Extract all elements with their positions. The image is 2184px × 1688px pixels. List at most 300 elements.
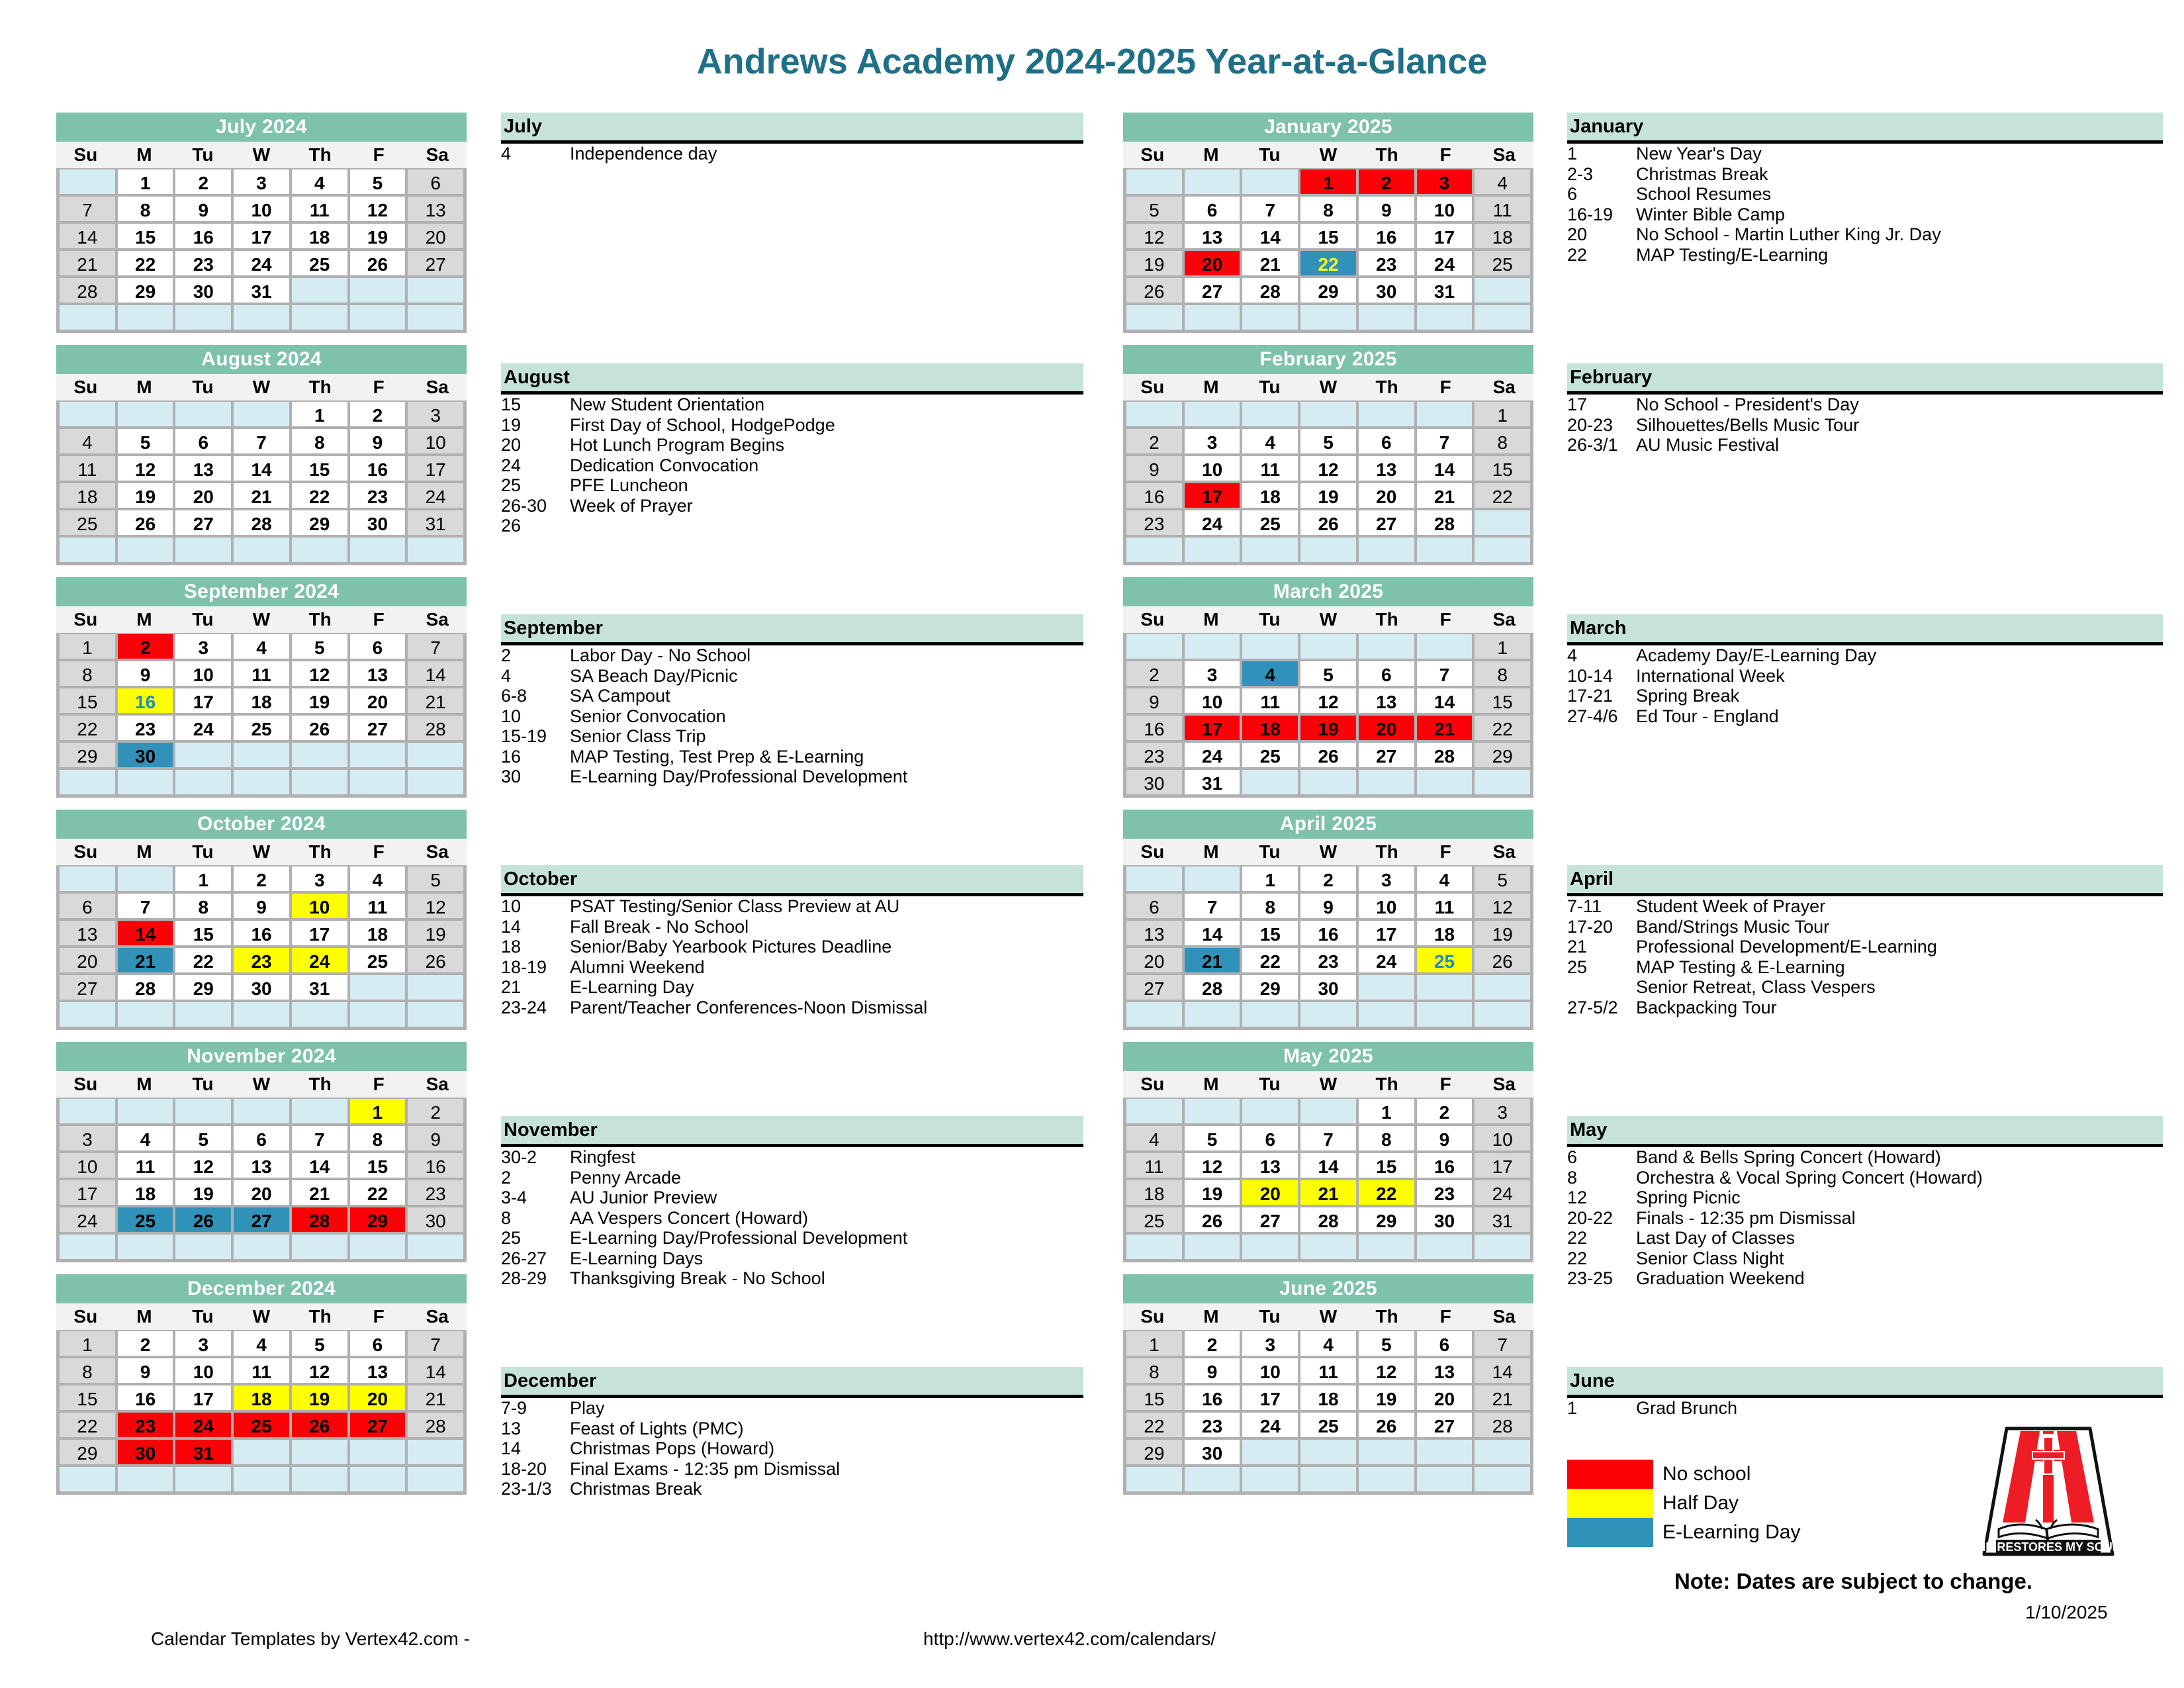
- day-cell[interactable]: 10: [1473, 1125, 1531, 1152]
- day-cell[interactable]: 29: [1473, 741, 1531, 769]
- day-cell[interactable]: 27: [1357, 741, 1416, 769]
- day-cell[interactable]: 27: [349, 714, 407, 741]
- day-cell[interactable]: 27: [1125, 974, 1183, 1001]
- day-cell[interactable]: 5: [349, 168, 407, 195]
- day-cell[interactable]: 17: [291, 919, 349, 947]
- day-cell[interactable]: 24: [291, 947, 349, 974]
- day-cell[interactable]: 23: [1416, 1179, 1474, 1206]
- day-cell[interactable]: 10: [1183, 687, 1242, 714]
- day-cell[interactable]: 16: [1125, 714, 1183, 741]
- day-cell[interactable]: 4: [232, 1330, 291, 1357]
- day-cell[interactable]: 3: [291, 865, 349, 892]
- day-cell[interactable]: 22: [58, 714, 116, 741]
- day-cell[interactable]: 15: [1299, 222, 1357, 250]
- day-cell[interactable]: 30: [406, 1206, 465, 1233]
- day-cell[interactable]: 17: [58, 1179, 116, 1206]
- day-cell[interactable]: 9: [349, 428, 407, 455]
- day-cell[interactable]: 22: [58, 1411, 116, 1438]
- day-cell[interactable]: 6: [349, 633, 407, 660]
- day-cell[interactable]: 2: [1357, 168, 1416, 195]
- day-cell[interactable]: 4: [1241, 660, 1299, 687]
- day-cell[interactable]: 4: [349, 865, 407, 892]
- day-cell[interactable]: 7: [1241, 195, 1299, 222]
- day-cell[interactable]: 9: [116, 660, 175, 687]
- day-cell[interactable]: 19: [116, 482, 175, 509]
- day-cell[interactable]: 11: [1473, 195, 1531, 222]
- day-cell[interactable]: 20: [174, 482, 232, 509]
- day-cell[interactable]: 19: [406, 919, 465, 947]
- day-cell[interactable]: 11: [349, 892, 407, 919]
- day-cell[interactable]: 24: [232, 250, 291, 277]
- day-cell[interactable]: 3: [174, 1330, 232, 1357]
- day-cell[interactable]: 23: [1357, 250, 1416, 277]
- day-cell[interactable]: 28: [406, 714, 465, 741]
- day-cell[interactable]: 7: [291, 1125, 349, 1152]
- day-cell[interactable]: 25: [232, 714, 291, 741]
- day-cell[interactable]: 9: [406, 1125, 465, 1152]
- day-cell[interactable]: 5: [1473, 865, 1531, 892]
- day-cell[interactable]: 28: [1299, 1206, 1357, 1233]
- day-cell[interactable]: 20: [349, 1384, 407, 1411]
- day-cell[interactable]: 3: [1183, 660, 1242, 687]
- day-cell[interactable]: 28: [291, 1206, 349, 1233]
- day-cell[interactable]: 5: [1299, 660, 1357, 687]
- day-cell[interactable]: 14: [1416, 455, 1474, 482]
- day-cell[interactable]: 25: [349, 947, 407, 974]
- day-cell[interactable]: 30: [1299, 974, 1357, 1001]
- day-cell[interactable]: 4: [58, 428, 116, 455]
- day-cell[interactable]: 21: [116, 947, 175, 974]
- day-cell[interactable]: 30: [116, 1438, 175, 1466]
- day-cell[interactable]: 17: [1357, 919, 1416, 947]
- day-cell[interactable]: 5: [174, 1125, 232, 1152]
- day-cell[interactable]: 2: [1299, 865, 1357, 892]
- day-cell[interactable]: 17: [1183, 482, 1242, 509]
- day-cell[interactable]: 29: [1357, 1206, 1416, 1233]
- day-cell[interactable]: 27: [232, 1206, 291, 1233]
- day-cell[interactable]: 1: [1125, 1330, 1183, 1357]
- day-cell[interactable]: 26: [406, 947, 465, 974]
- day-cell[interactable]: 13: [406, 195, 465, 222]
- day-cell[interactable]: 21: [232, 482, 291, 509]
- day-cell[interactable]: 9: [232, 892, 291, 919]
- day-cell[interactable]: 1: [58, 1330, 116, 1357]
- day-cell[interactable]: 19: [1473, 919, 1531, 947]
- day-cell[interactable]: 24: [174, 1411, 232, 1438]
- day-cell[interactable]: 8: [349, 1125, 407, 1152]
- day-cell[interactable]: 29: [349, 1206, 407, 1233]
- day-cell[interactable]: 26: [291, 1411, 349, 1438]
- day-cell[interactable]: 6: [1357, 428, 1416, 455]
- day-cell[interactable]: 2: [1183, 1330, 1242, 1357]
- day-cell[interactable]: 10: [1241, 1357, 1299, 1384]
- day-cell[interactable]: 13: [58, 919, 116, 947]
- day-cell[interactable]: 26: [1125, 277, 1183, 304]
- day-cell[interactable]: 9: [1183, 1357, 1242, 1384]
- day-cell[interactable]: 25: [58, 509, 116, 536]
- day-cell[interactable]: 3: [1473, 1098, 1531, 1125]
- day-cell[interactable]: 17: [174, 687, 232, 714]
- day-cell[interactable]: 17: [1416, 222, 1474, 250]
- day-cell[interactable]: 9: [174, 195, 232, 222]
- day-cell[interactable]: 10: [1183, 455, 1242, 482]
- day-cell[interactable]: 23: [406, 1179, 465, 1206]
- day-cell[interactable]: 12: [1125, 222, 1183, 250]
- day-cell[interactable]: 28: [1241, 277, 1299, 304]
- day-cell[interactable]: 10: [232, 195, 291, 222]
- day-cell[interactable]: 13: [1357, 455, 1416, 482]
- day-cell[interactable]: 30: [232, 974, 291, 1001]
- day-cell[interactable]: 5: [406, 865, 465, 892]
- day-cell[interactable]: 6: [1416, 1330, 1474, 1357]
- day-cell[interactable]: 27: [174, 509, 232, 536]
- day-cell[interactable]: 11: [1125, 1152, 1183, 1179]
- day-cell[interactable]: 4: [1473, 168, 1531, 195]
- day-cell[interactable]: 19: [291, 1384, 349, 1411]
- day-cell[interactable]: 6: [1183, 195, 1242, 222]
- day-cell[interactable]: 6: [406, 168, 465, 195]
- day-cell[interactable]: 1: [291, 400, 349, 428]
- day-cell[interactable]: 26: [1183, 1206, 1242, 1233]
- day-cell[interactable]: 4: [1416, 865, 1474, 892]
- day-cell[interactable]: 8: [1473, 428, 1531, 455]
- day-cell[interactable]: 20: [406, 222, 465, 250]
- day-cell[interactable]: 1: [58, 633, 116, 660]
- day-cell[interactable]: 7: [406, 633, 465, 660]
- day-cell[interactable]: 16: [406, 1152, 465, 1179]
- day-cell[interactable]: 28: [232, 509, 291, 536]
- day-cell[interactable]: 25: [291, 250, 349, 277]
- day-cell[interactable]: 8: [58, 1357, 116, 1384]
- day-cell[interactable]: 21: [58, 250, 116, 277]
- day-cell[interactable]: 29: [58, 1438, 116, 1466]
- day-cell[interactable]: 18: [1241, 714, 1299, 741]
- day-cell[interactable]: 17: [232, 222, 291, 250]
- day-cell[interactable]: 12: [1473, 892, 1531, 919]
- day-cell[interactable]: 31: [1183, 769, 1242, 796]
- day-cell[interactable]: 12: [1299, 455, 1357, 482]
- day-cell[interactable]: 6: [174, 428, 232, 455]
- day-cell[interactable]: 26: [1357, 1411, 1416, 1438]
- day-cell[interactable]: 28: [116, 974, 175, 1001]
- day-cell[interactable]: 17: [406, 455, 465, 482]
- day-cell[interactable]: 1: [1473, 633, 1531, 660]
- day-cell[interactable]: 26: [1299, 741, 1357, 769]
- day-cell[interactable]: 9: [1416, 1125, 1474, 1152]
- day-cell[interactable]: 13: [1241, 1152, 1299, 1179]
- day-cell[interactable]: 7: [58, 195, 116, 222]
- day-cell[interactable]: 30: [174, 277, 232, 304]
- day-cell[interactable]: 15: [1473, 687, 1531, 714]
- day-cell[interactable]: 15: [1473, 455, 1531, 482]
- day-cell[interactable]: 10: [58, 1152, 116, 1179]
- day-cell[interactable]: 13: [1416, 1357, 1474, 1384]
- day-cell[interactable]: 19: [1357, 1384, 1416, 1411]
- day-cell[interactable]: 22: [116, 250, 175, 277]
- day-cell[interactable]: 30: [1357, 277, 1416, 304]
- day-cell[interactable]: 3: [1357, 865, 1416, 892]
- day-cell[interactable]: 20: [1125, 947, 1183, 974]
- day-cell[interactable]: 25: [1125, 1206, 1183, 1233]
- day-cell[interactable]: 8: [1125, 1357, 1183, 1384]
- day-cell[interactable]: 23: [1183, 1411, 1242, 1438]
- day-cell[interactable]: 16: [174, 222, 232, 250]
- day-cell[interactable]: 6: [349, 1330, 407, 1357]
- day-cell[interactable]: 16: [349, 455, 407, 482]
- day-cell[interactable]: 15: [1357, 1152, 1416, 1179]
- day-cell[interactable]: 28: [1416, 509, 1474, 536]
- day-cell[interactable]: 30: [1416, 1206, 1474, 1233]
- day-cell[interactable]: 11: [1241, 687, 1299, 714]
- day-cell[interactable]: 6: [1241, 1125, 1299, 1152]
- day-cell[interactable]: 21: [406, 1384, 465, 1411]
- day-cell[interactable]: 9: [1357, 195, 1416, 222]
- day-cell[interactable]: 10: [406, 428, 465, 455]
- day-cell[interactable]: 31: [406, 509, 465, 536]
- day-cell[interactable]: 8: [58, 660, 116, 687]
- day-cell[interactable]: 22: [1473, 482, 1531, 509]
- day-cell[interactable]: 19: [349, 222, 407, 250]
- day-cell[interactable]: 23: [232, 947, 291, 974]
- day-cell[interactable]: 12: [291, 660, 349, 687]
- day-cell[interactable]: 16: [1299, 919, 1357, 947]
- day-cell[interactable]: 27: [58, 974, 116, 1001]
- day-cell[interactable]: 20: [232, 1179, 291, 1206]
- day-cell[interactable]: 22: [1473, 714, 1531, 741]
- day-cell[interactable]: 5: [1125, 195, 1183, 222]
- day-cell[interactable]: 17: [1241, 1384, 1299, 1411]
- day-cell[interactable]: 15: [1241, 919, 1299, 947]
- day-cell[interactable]: 25: [1416, 947, 1474, 974]
- day-cell[interactable]: 29: [174, 974, 232, 1001]
- day-cell[interactable]: 19: [1125, 250, 1183, 277]
- day-cell[interactable]: 20: [1416, 1384, 1474, 1411]
- day-cell[interactable]: 12: [349, 195, 407, 222]
- day-cell[interactable]: 13: [349, 1357, 407, 1384]
- day-cell[interactable]: 29: [291, 509, 349, 536]
- day-cell[interactable]: 22: [174, 947, 232, 974]
- day-cell[interactable]: 22: [349, 1179, 407, 1206]
- day-cell[interactable]: 13: [1183, 222, 1242, 250]
- day-cell[interactable]: 18: [1473, 222, 1531, 250]
- day-cell[interactable]: 18: [1416, 919, 1474, 947]
- day-cell[interactable]: 19: [1299, 714, 1357, 741]
- day-cell[interactable]: 15: [58, 687, 116, 714]
- day-cell[interactable]: 6: [58, 892, 116, 919]
- day-cell[interactable]: 31: [1473, 1206, 1531, 1233]
- day-cell[interactable]: 13: [349, 660, 407, 687]
- day-cell[interactable]: 25: [116, 1206, 175, 1233]
- day-cell[interactable]: 13: [232, 1152, 291, 1179]
- day-cell[interactable]: 2: [1125, 660, 1183, 687]
- day-cell[interactable]: 23: [116, 714, 175, 741]
- day-cell[interactable]: 18: [58, 482, 116, 509]
- day-cell[interactable]: 2: [116, 1330, 175, 1357]
- day-cell[interactable]: 30: [1183, 1438, 1242, 1466]
- day-cell[interactable]: 16: [1125, 482, 1183, 509]
- day-cell[interactable]: 24: [1241, 1411, 1299, 1438]
- day-cell[interactable]: 22: [1357, 1179, 1416, 1206]
- day-cell[interactable]: 10: [1416, 195, 1474, 222]
- day-cell[interactable]: 5: [291, 633, 349, 660]
- day-cell[interactable]: 6: [1357, 660, 1416, 687]
- day-cell[interactable]: 28: [406, 1411, 465, 1438]
- day-cell[interactable]: 23: [116, 1411, 175, 1438]
- day-cell[interactable]: 8: [1473, 660, 1531, 687]
- day-cell[interactable]: 28: [58, 277, 116, 304]
- day-cell[interactable]: 22: [1299, 250, 1357, 277]
- day-cell[interactable]: 15: [349, 1152, 407, 1179]
- day-cell[interactable]: 18: [1299, 1384, 1357, 1411]
- day-cell[interactable]: 20: [1241, 1179, 1299, 1206]
- day-cell[interactable]: 8: [174, 892, 232, 919]
- day-cell[interactable]: 24: [406, 482, 465, 509]
- day-cell[interactable]: 18: [349, 919, 407, 947]
- day-cell[interactable]: 24: [174, 714, 232, 741]
- day-cell[interactable]: 29: [1125, 1438, 1183, 1466]
- day-cell[interactable]: 31: [174, 1438, 232, 1466]
- day-cell[interactable]: 4: [1241, 428, 1299, 455]
- day-cell[interactable]: 23: [1299, 947, 1357, 974]
- day-cell[interactable]: 14: [406, 1357, 465, 1384]
- day-cell[interactable]: 21: [1299, 1179, 1357, 1206]
- day-cell[interactable]: 20: [1357, 482, 1416, 509]
- day-cell[interactable]: 9: [1125, 687, 1183, 714]
- day-cell[interactable]: 3: [1416, 168, 1474, 195]
- day-cell[interactable]: 25: [1241, 741, 1299, 769]
- day-cell[interactable]: 8: [291, 428, 349, 455]
- day-cell[interactable]: 16: [1416, 1152, 1474, 1179]
- day-cell[interactable]: 11: [232, 1357, 291, 1384]
- day-cell[interactable]: 29: [1241, 974, 1299, 1001]
- day-cell[interactable]: 24: [1183, 741, 1242, 769]
- day-cell[interactable]: 24: [58, 1206, 116, 1233]
- day-cell[interactable]: 26: [349, 250, 407, 277]
- day-cell[interactable]: 20: [1357, 714, 1416, 741]
- day-cell[interactable]: 13: [1125, 919, 1183, 947]
- day-cell[interactable]: 31: [1416, 277, 1474, 304]
- day-cell[interactable]: 26: [291, 714, 349, 741]
- day-cell[interactable]: 31: [291, 974, 349, 1001]
- day-cell[interactable]: 18: [232, 687, 291, 714]
- day-cell[interactable]: 28: [1416, 741, 1474, 769]
- day-cell[interactable]: 18: [291, 222, 349, 250]
- day-cell[interactable]: 16: [1357, 222, 1416, 250]
- day-cell[interactable]: 1: [1299, 168, 1357, 195]
- day-cell[interactable]: 27: [406, 250, 465, 277]
- day-cell[interactable]: 28: [1473, 1411, 1531, 1438]
- day-cell[interactable]: 9: [1299, 892, 1357, 919]
- day-cell[interactable]: 3: [1241, 1330, 1299, 1357]
- day-cell[interactable]: 12: [291, 1357, 349, 1384]
- day-cell[interactable]: 1: [174, 865, 232, 892]
- day-cell[interactable]: 15: [174, 919, 232, 947]
- day-cell[interactable]: 17: [1183, 714, 1242, 741]
- day-cell[interactable]: 21: [291, 1179, 349, 1206]
- day-cell[interactable]: 11: [116, 1152, 175, 1179]
- day-cell[interactable]: 7: [1299, 1125, 1357, 1152]
- day-cell[interactable]: 3: [232, 168, 291, 195]
- day-cell[interactable]: 7: [1473, 1330, 1531, 1357]
- day-cell[interactable]: 23: [1125, 741, 1183, 769]
- day-cell[interactable]: 29: [1299, 277, 1357, 304]
- day-cell[interactable]: 7: [1183, 892, 1242, 919]
- day-cell[interactable]: 22: [291, 482, 349, 509]
- day-cell[interactable]: 18: [116, 1179, 175, 1206]
- day-cell[interactable]: 10: [1357, 892, 1416, 919]
- day-cell[interactable]: 19: [174, 1179, 232, 1206]
- day-cell[interactable]: 19: [1183, 1179, 1242, 1206]
- day-cell[interactable]: 26: [116, 509, 175, 536]
- day-cell[interactable]: 25: [232, 1411, 291, 1438]
- day-cell[interactable]: 12: [406, 892, 465, 919]
- day-cell[interactable]: 12: [174, 1152, 232, 1179]
- day-cell[interactable]: 20: [58, 947, 116, 974]
- day-cell[interactable]: 5: [1357, 1330, 1416, 1357]
- day-cell[interactable]: 11: [58, 455, 116, 482]
- day-cell[interactable]: 3: [406, 400, 465, 428]
- day-cell[interactable]: 26: [1299, 509, 1357, 536]
- day-cell[interactable]: 11: [291, 195, 349, 222]
- day-cell[interactable]: 5: [291, 1330, 349, 1357]
- day-cell[interactable]: 20: [349, 687, 407, 714]
- day-cell[interactable]: 16: [116, 1384, 175, 1411]
- day-cell[interactable]: 2: [116, 633, 175, 660]
- day-cell[interactable]: 15: [1125, 1384, 1183, 1411]
- day-cell[interactable]: 3: [1183, 428, 1242, 455]
- day-cell[interactable]: 13: [1357, 687, 1416, 714]
- footer-url[interactable]: http://www.vertex42.com/calendars/: [923, 1628, 1216, 1649]
- day-cell[interactable]: 23: [1125, 509, 1183, 536]
- day-cell[interactable]: 21: [406, 687, 465, 714]
- day-cell[interactable]: 25: [1473, 250, 1531, 277]
- day-cell[interactable]: 21: [1183, 947, 1242, 974]
- day-cell[interactable]: 17: [1473, 1152, 1531, 1179]
- day-cell[interactable]: 8: [1241, 892, 1299, 919]
- day-cell[interactable]: 14: [291, 1152, 349, 1179]
- day-cell[interactable]: 3: [174, 633, 232, 660]
- day-cell[interactable]: 29: [116, 277, 175, 304]
- day-cell[interactable]: 9: [116, 1357, 175, 1384]
- day-cell[interactable]: 21: [1241, 250, 1299, 277]
- day-cell[interactable]: 24: [1416, 250, 1474, 277]
- day-cell[interactable]: 30: [1125, 769, 1183, 796]
- day-cell[interactable]: 24: [1357, 947, 1416, 974]
- day-cell[interactable]: 14: [1416, 687, 1474, 714]
- day-cell[interactable]: 29: [58, 741, 116, 769]
- day-cell[interactable]: 14: [1473, 1357, 1531, 1384]
- day-cell[interactable]: 1: [1241, 865, 1299, 892]
- day-cell[interactable]: 11: [1416, 892, 1474, 919]
- day-cell[interactable]: 12: [1299, 687, 1357, 714]
- day-cell[interactable]: 3: [58, 1125, 116, 1152]
- day-cell[interactable]: 10: [291, 892, 349, 919]
- day-cell[interactable]: 1: [349, 1098, 407, 1125]
- day-cell[interactable]: 1: [116, 168, 175, 195]
- day-cell[interactable]: 27: [349, 1411, 407, 1438]
- day-cell[interactable]: 14: [1299, 1152, 1357, 1179]
- day-cell[interactable]: 26: [174, 1206, 232, 1233]
- day-cell[interactable]: 5: [1183, 1125, 1242, 1152]
- day-cell[interactable]: 14: [58, 222, 116, 250]
- day-cell[interactable]: 4: [1299, 1330, 1357, 1357]
- day-cell[interactable]: 6: [232, 1125, 291, 1152]
- day-cell[interactable]: 10: [174, 660, 232, 687]
- day-cell[interactable]: 22: [1241, 947, 1299, 974]
- day-cell[interactable]: 15: [58, 1384, 116, 1411]
- day-cell[interactable]: 20: [1183, 250, 1242, 277]
- day-cell[interactable]: 27: [1357, 509, 1416, 536]
